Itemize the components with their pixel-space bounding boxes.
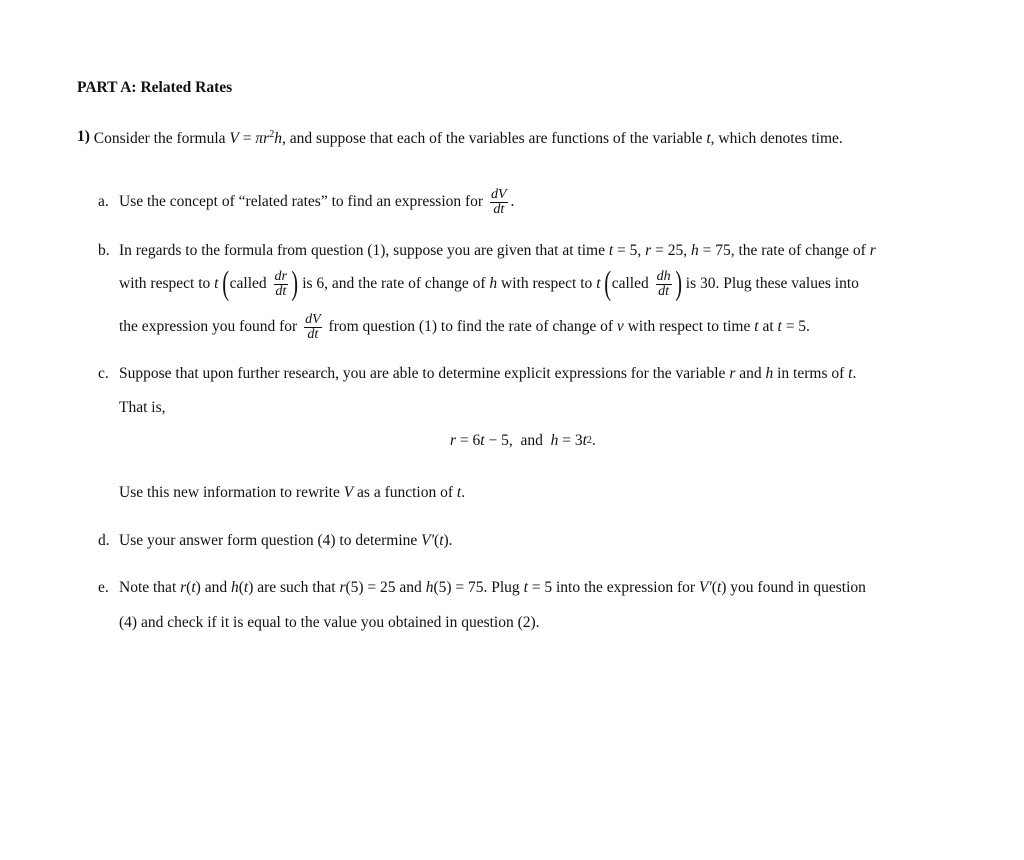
item-line <box>119 530 453 552</box>
text-run: = 5. <box>781 318 810 335</box>
text-run: = 5 into the expression for <box>527 579 699 596</box>
math-variable: r <box>645 242 652 259</box>
text-run: is 6, and the rate of change of <box>298 275 490 292</box>
math-variable: t <box>582 432 587 449</box>
math-variable: t <box>523 579 528 596</box>
math-variable: h <box>489 275 498 292</box>
text-run: ) and <box>195 579 231 596</box>
math-variable: t <box>716 579 722 596</box>
math-parenthesis: ) <box>674 265 682 302</box>
math-variable: r <box>180 579 187 596</box>
item-marker: a. <box>98 193 109 210</box>
section-title: PART A: Related Rates <box>77 79 233 96</box>
text-run: Note that <box>119 579 181 596</box>
fraction-numerator: dr <box>274 268 287 284</box>
math-variable: h <box>274 130 282 148</box>
text-run: . <box>591 432 596 449</box>
math-variable: t <box>596 275 601 292</box>
math-variable: πr <box>255 130 270 148</box>
text-run: . <box>510 193 515 210</box>
math-variable: h <box>550 432 559 449</box>
math-parenthesis: ( <box>604 265 612 302</box>
text-run: − 5, and <box>484 432 551 449</box>
text-run: That is, <box>119 399 166 416</box>
math-variable: V <box>229 130 239 148</box>
text-run: ). <box>443 532 453 549</box>
item-marker: b. <box>98 242 110 259</box>
question-text <box>90 124 843 150</box>
math-variable: V′ <box>421 532 435 549</box>
item-marker: e. <box>98 579 109 596</box>
text-run: Consider the formula <box>89 130 230 148</box>
text-run: = 3 <box>558 432 583 449</box>
math-variable: t <box>456 484 462 501</box>
item-line <box>119 240 876 262</box>
text-run: , and suppose that each of the variables are functions of the variable <box>281 130 707 148</box>
text-run: = 75, the rate of change of <box>698 242 870 259</box>
math-exponent: 2 <box>269 128 275 140</box>
item-line <box>119 363 856 385</box>
item-line <box>119 186 515 217</box>
text-run: in terms of <box>773 365 849 382</box>
math-variable: v <box>616 318 624 335</box>
math-parenthesis: ( <box>222 265 230 302</box>
item-line <box>119 265 859 302</box>
math-parenthesis: ) <box>291 265 299 302</box>
text-run: = <box>238 130 256 148</box>
item-line <box>119 311 810 342</box>
text-run: Use your answer form question (4) to determine <box>119 532 422 549</box>
text-run: called <box>229 275 271 292</box>
item-line <box>119 397 166 419</box>
text-run: ) you found in question <box>721 579 866 596</box>
math-variable: t <box>754 318 759 335</box>
text-run: is 30. Plug these values into <box>681 275 859 292</box>
text-run: (5) = 25 and <box>345 579 426 596</box>
fraction-numerator: dV <box>305 311 321 327</box>
math-variable: h <box>690 242 699 259</box>
text-run: , which denotes time. <box>710 130 843 148</box>
fraction-numerator: dh <box>656 268 671 284</box>
math-variable: t <box>706 130 711 148</box>
item-marker: c. <box>98 365 109 382</box>
math-variable: t <box>191 579 196 596</box>
text-run: = 25, <box>651 242 691 259</box>
text-run: . <box>852 365 857 382</box>
text-run: as a function of <box>353 484 457 501</box>
math-variable: V′ <box>698 579 712 596</box>
text-run: = 6 <box>456 432 481 449</box>
math-fraction <box>490 188 508 217</box>
question-number: 1) <box>77 128 90 145</box>
math-variable: t <box>608 242 614 259</box>
text-run: (5) = 75. Plug <box>433 579 524 596</box>
math-variable: V <box>343 484 354 501</box>
text-run: ( <box>186 579 192 596</box>
text-run: and <box>735 365 766 382</box>
text-run: = 5, <box>613 242 646 259</box>
text-run: ( <box>434 532 440 549</box>
math-variable: h <box>765 365 774 382</box>
item-marker: d. <box>98 532 110 549</box>
math-variable: h <box>230 579 239 596</box>
math-fraction <box>656 270 672 299</box>
item-line <box>119 612 540 634</box>
math-fraction <box>304 313 322 342</box>
math-variable: r <box>450 432 457 449</box>
text-run: called <box>611 275 653 292</box>
fraction-numerator: dV <box>490 186 507 202</box>
text-run: at <box>758 318 778 335</box>
fraction-denominator: dt <box>307 326 319 342</box>
text-run: Suppose that upon further research, you are able to determine explicit expressions for the variable <box>119 365 730 382</box>
text-run: ( <box>238 579 244 596</box>
math-variable: t <box>214 275 219 292</box>
math-variable: r <box>339 579 346 596</box>
fraction-denominator: dt <box>658 283 670 299</box>
text-run: Use this new information to rewrite <box>119 484 344 501</box>
text-run: the expression you found for <box>119 318 302 335</box>
math-variable: t <box>480 432 485 449</box>
text-run: with respect to <box>497 275 597 292</box>
fraction-denominator: dt <box>493 201 505 217</box>
fraction-denominator: dt <box>275 283 287 299</box>
math-variable: t <box>777 318 782 335</box>
math-variable: t <box>848 365 853 382</box>
question-1 <box>77 126 843 148</box>
math-variable: t <box>439 532 444 549</box>
text-run: from question (1) to find the rate of change of <box>324 318 617 335</box>
math-variable: r <box>869 242 876 259</box>
text-run: with respect to time <box>623 318 755 335</box>
text-run: . <box>461 484 466 501</box>
item-line <box>450 430 596 452</box>
text-run: (4) and check if it is equal to the value you obtained in question (2). <box>119 614 540 631</box>
text-run: ) are such that <box>248 579 340 596</box>
math-exponent: 2 <box>586 435 592 446</box>
math-variable: h <box>425 579 434 596</box>
text-run: with respect to <box>119 275 215 292</box>
math-variable: t <box>243 579 249 596</box>
text-run: In regards to the formula from question (1), suppose you are given that at time <box>119 242 609 259</box>
text-run: ( <box>711 579 717 596</box>
math-fraction <box>274 270 288 299</box>
math-variable: r <box>729 365 736 382</box>
item-line <box>119 577 866 599</box>
text-run: Use the concept of “related rates” to find an expression for <box>119 193 487 210</box>
item-line <box>119 482 465 504</box>
